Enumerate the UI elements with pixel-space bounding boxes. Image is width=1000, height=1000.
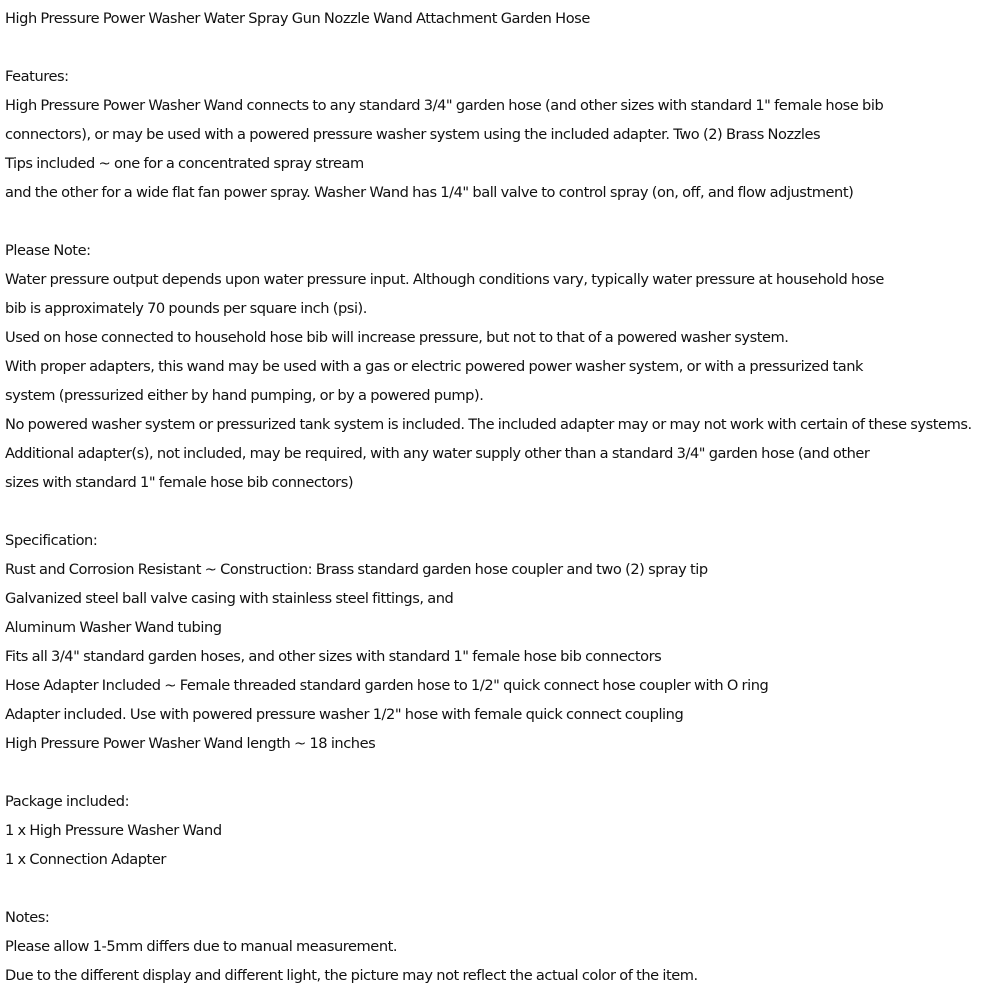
package-heading: Package included: — [5, 793, 130, 810]
notes-line: Due to the different display and different light, the picture may not reflect the actual color of the item. — [5, 967, 698, 984]
notes-line: Please allow 1-5mm differs due to manual measurement. — [5, 938, 398, 955]
please-note-line: Used on hose connected to household hose bib will increase pressure, but not to that of a powered washer system. — [5, 329, 789, 346]
features-line: High Pressure Power Washer Wand connects to any standard 3/4" garden hose (and other sizes with standard 1" female hose bib — [5, 97, 884, 114]
spacer — [5, 497, 998, 526]
please-note-line: Water pressure output depends upon water pressure input. Although conditions vary, typically water pressure at household hose — [5, 271, 884, 288]
package-item: 1 x High Pressure Washer Wand — [5, 822, 222, 839]
please-note-line: system (pressurized either by hand pumping, or by a powered pump). — [5, 387, 484, 404]
specification-line: Rust and Corrosion Resistant ~ Construction: Brass standard garden hose coupler and two (2) spray tip — [5, 561, 708, 578]
specification-line: Galvanized steel ball valve casing with stainless steel fittings, and — [5, 590, 454, 607]
spacer — [5, 758, 998, 787]
product-title: High Pressure Power Washer Water Spray Gun Nozzle Wand Attachment Garden Hose — [5, 10, 590, 27]
specification-line: Hose Adapter Included ~ Female threaded standard garden hose to 1/2" quick connect hose coupler with O ring — [5, 677, 769, 694]
features-heading: Features: — [5, 68, 69, 85]
product-description — [5, 4, 998, 990]
spacer — [5, 874, 998, 903]
features-line: and the other for a wide flat fan power spray. Washer Wand has 1/4" ball valve to control spray (on, off, and flow adjustment) — [5, 184, 854, 201]
please-note-heading: Please Note: — [5, 242, 91, 259]
please-note-line: Additional adapter(s), not included, may be required, with any water supply other than a standard 3/4" garden hose (and other — [5, 445, 870, 462]
features-line: Tips included ~ one for a concentrated spray stream — [5, 155, 364, 172]
spacer — [5, 207, 998, 236]
spacer — [5, 33, 998, 62]
please-note-section — [5, 236, 998, 497]
please-note-line: sizes with standard 1" female hose bib connectors) — [5, 474, 354, 491]
please-note-line: No powered washer system or pressurized tank system is included. The included adapter may or may not work with certain of these systems. — [5, 416, 972, 433]
specification-heading: Specification: — [5, 532, 98, 549]
please-note-line: bib is approximately 70 pounds per square inch (psi). — [5, 300, 367, 317]
specification-line: High Pressure Power Washer Wand length ~ 18 inches — [5, 735, 376, 752]
features-section — [5, 62, 998, 207]
notes-section — [5, 903, 998, 990]
specification-line: Fits all 3/4" standard garden hoses, and other sizes with standard 1" female hose bib connectors — [5, 648, 662, 665]
package-item: 1 x Connection Adapter — [5, 851, 166, 868]
specification-section — [5, 526, 998, 758]
specification-line: Aluminum Washer Wand tubing — [5, 619, 222, 636]
notes-heading: Notes: — [5, 909, 50, 926]
please-note-line: With proper adapters, this wand may be used with a gas or electric powered power washer system, or with a pressurized tank — [5, 358, 864, 375]
package-section — [5, 787, 998, 874]
specification-line: Adapter included. Use with powered pressure washer 1/2" hose with female quick connect coupling — [5, 706, 684, 723]
features-line: connectors), or may be used with a powered pressure washer system using the included adapter. Two (2) Brass Nozzles — [5, 126, 821, 143]
